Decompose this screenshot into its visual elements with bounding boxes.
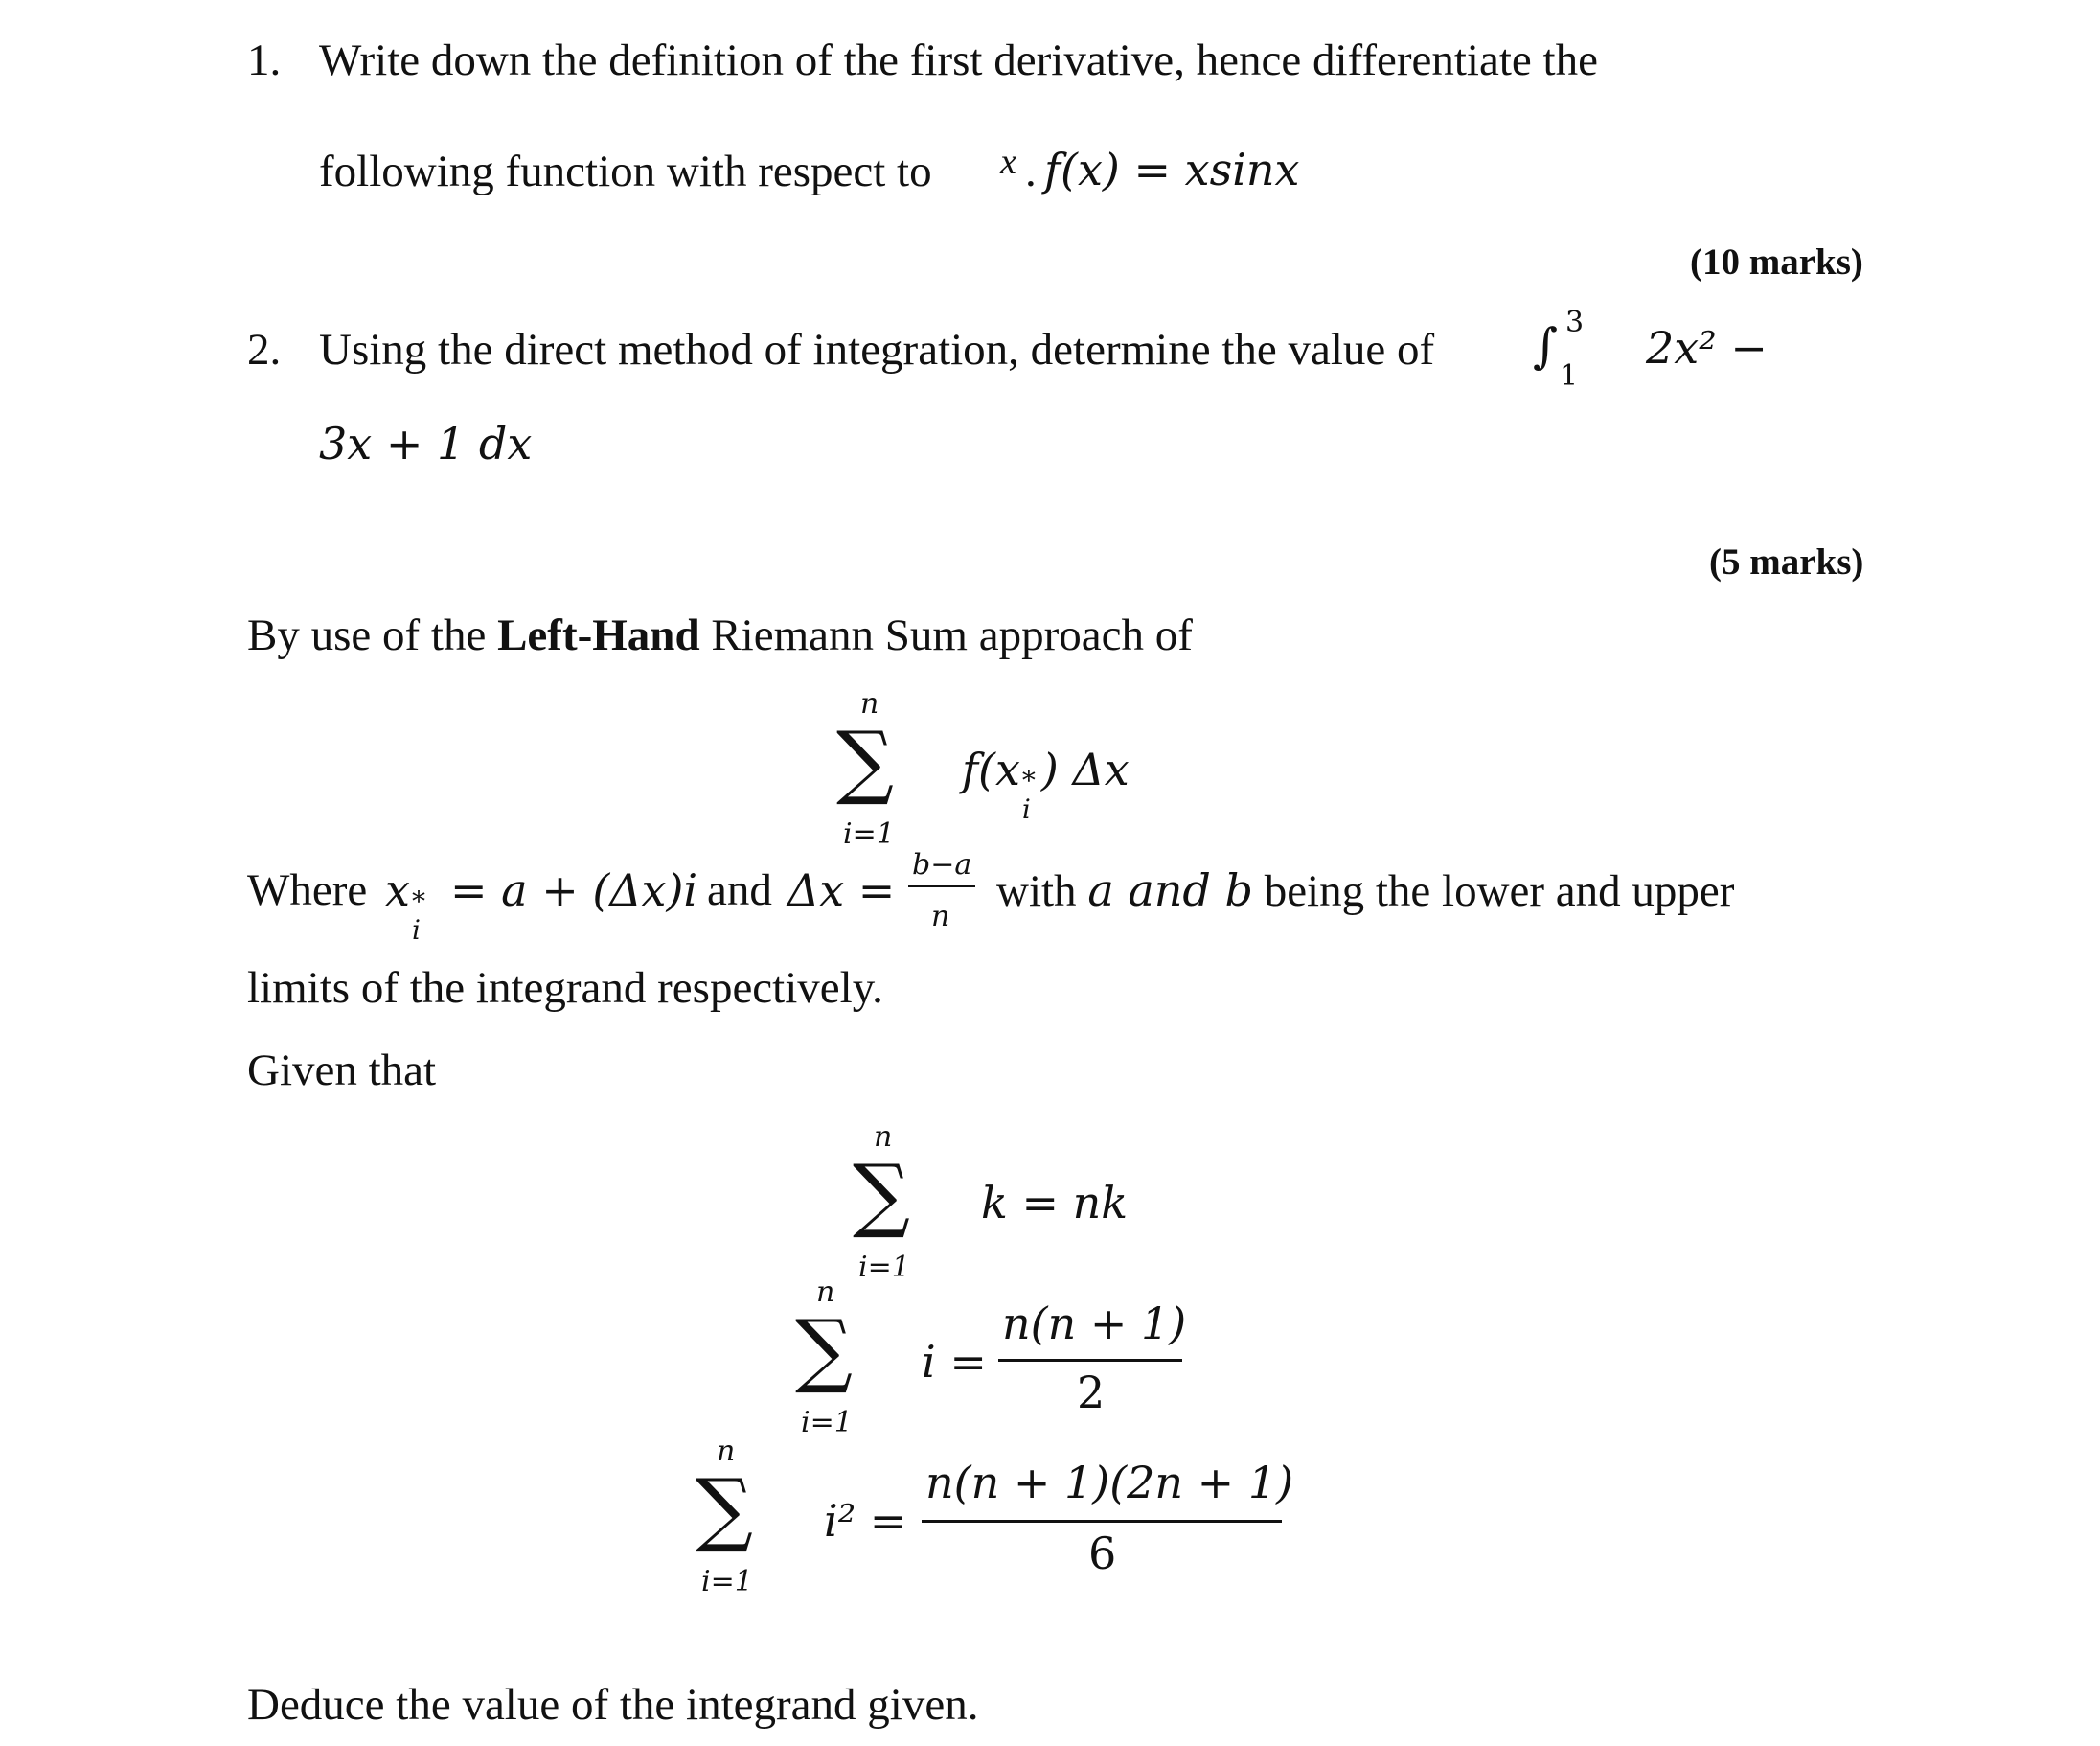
frac-denominator: n (931, 900, 950, 933)
summand-star: * (1021, 765, 1036, 796)
a-and-b: a and b (1087, 864, 1253, 916)
deduce-text: Deduce the value of the integrand given. (247, 1680, 979, 1730)
being-text: being the lower and upper (1264, 866, 1735, 916)
f3-denominator: 6 (1088, 1528, 1117, 1579)
q1-variable (1000, 144, 1016, 180)
f3-numerator: n(n + 1)(2n + 1) (925, 1457, 1294, 1508)
where-sub: i (411, 914, 421, 946)
q1-separator: . (1025, 147, 1037, 196)
q2-integrand-part1: 2x² − (1646, 322, 1768, 374)
q1-line1: Write down the definition of the first derivative, hence differentiate the (319, 35, 1598, 85)
riemann-sigma-lower-text: i=1 (843, 817, 895, 851)
f2-numerator: n(n + 1) (1002, 1298, 1187, 1349)
f2-denominator: 2 (1077, 1367, 1106, 1418)
summand-end: ) Δx (1040, 744, 1130, 795)
riemann-intro-suffix: Riemann Sum approach of (699, 610, 1193, 660)
integral-upper-limit: 3 (1565, 306, 1585, 339)
f1-expression: k = nk (981, 1177, 1129, 1229)
f1-sigma-upper: n (874, 1120, 893, 1154)
and-word: and (707, 865, 772, 915)
summand-f: f(x (962, 744, 1020, 795)
f1-sigma: ∑ (853, 1147, 910, 1241)
integral-sign: ∫ (1533, 318, 1559, 374)
q1-number: 1. (247, 35, 282, 85)
where-xi (385, 864, 431, 946)
with-text (996, 864, 1735, 916)
where-x: x (385, 864, 410, 916)
delta-x: Δx = (788, 864, 896, 916)
q1-marks: (10 marks) (1690, 241, 1863, 283)
f2-sigma-upper: n (816, 1275, 835, 1309)
where-word: Where (247, 865, 368, 915)
riemann-intro (247, 610, 1193, 660)
f1-sigma-lower: i=1 (858, 1251, 910, 1284)
f3-sigma-lower: i=1 (701, 1565, 753, 1598)
riemann-sigma-lower (843, 817, 895, 851)
f3-fraction-bar (922, 1520, 1282, 1523)
f3-sigma: ∑ (696, 1461, 753, 1555)
with-word: with (996, 866, 1077, 916)
frac-numerator: b−a (912, 848, 972, 882)
q2-line1: Using the direct method of integration, determine the value of (319, 325, 1435, 375)
q1-line2: following function with respect to (319, 147, 932, 196)
given-that: Given that (247, 1045, 437, 1095)
limits-line: limits of the integrand respectively. (247, 963, 883, 1013)
integral-lower-limit: 1 (1560, 359, 1579, 393)
where-expression: = a + (Δx)i (450, 864, 698, 916)
summand-sub: i (1021, 793, 1031, 825)
riemann-intro-bold: Left-Hand (497, 610, 700, 660)
riemann-sigma-upper: n (860, 687, 879, 721)
q2-marks: (5 marks) (1709, 541, 1864, 583)
q1-variable-x: x (1000, 142, 1016, 182)
f2-sigma-lower: i=1 (801, 1406, 853, 1439)
f2-sigma: ∑ (795, 1302, 853, 1396)
riemann-sigma: ∑ (836, 714, 894, 808)
riemann-intro-prefix: By use of the (247, 610, 498, 660)
f2-fraction-bar (998, 1359, 1182, 1362)
q2-number: 2. (247, 325, 282, 375)
riemann-summand (962, 744, 1130, 825)
f3-lhs: i² = (824, 1495, 907, 1547)
where-star: * (411, 885, 425, 917)
f2-lhs: i = (922, 1336, 987, 1388)
frac-bar (908, 885, 975, 887)
q1-function: f(x) = xsinx (1044, 144, 1300, 195)
f3-sigma-upper: n (717, 1435, 736, 1468)
q2-integrand-part2: 3x + 1 dx (319, 418, 533, 470)
